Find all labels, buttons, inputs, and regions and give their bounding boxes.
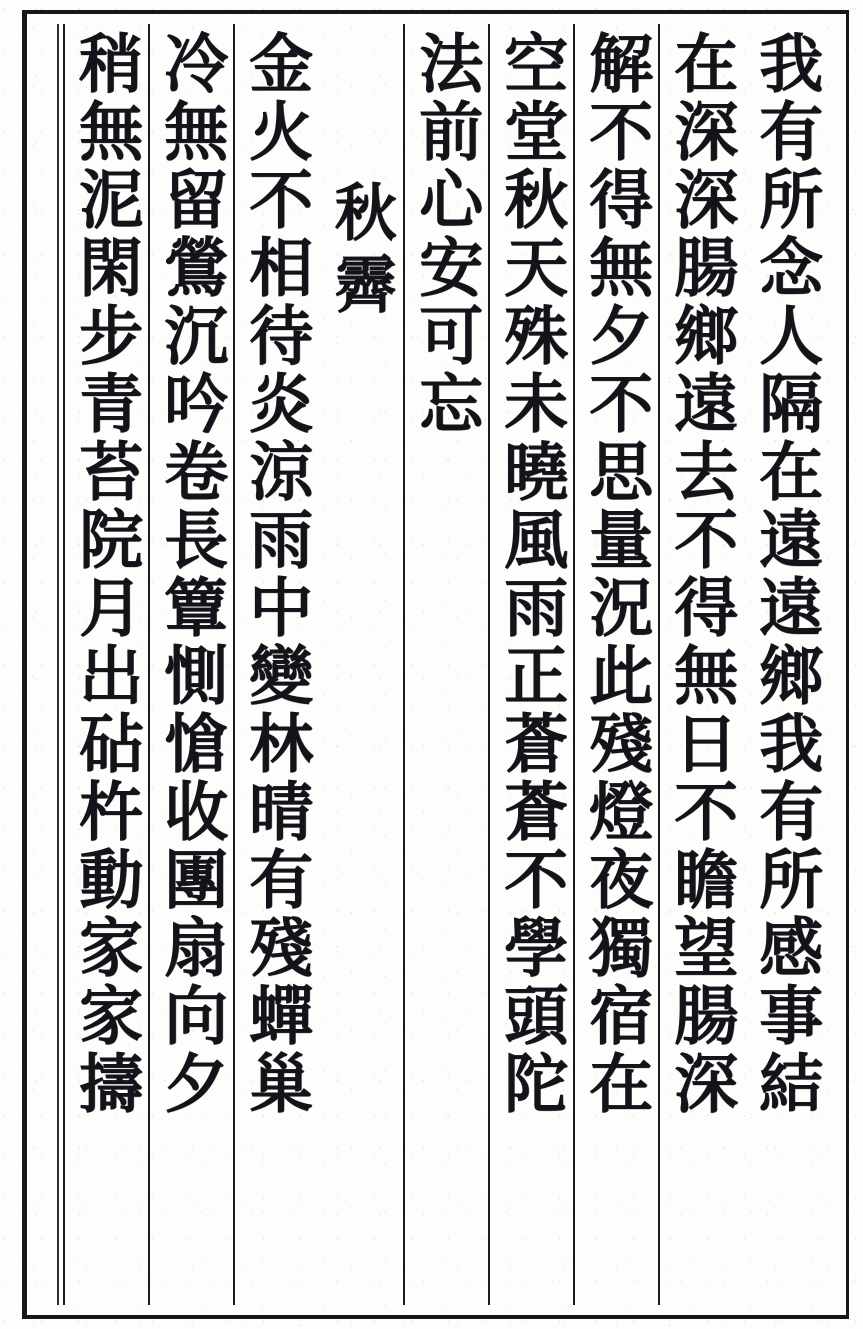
text-column-1 — [743, 30, 828, 1301]
column-text: 法前心安可忘 — [408, 30, 484, 438]
text-column-7 — [233, 30, 318, 1301]
text-column-8 — [148, 30, 233, 1301]
column-text: 稍無泥閑步青苔院月出砧杵動家家擣 — [68, 30, 144, 1118]
column-text: 冷無留鶯沉吟卷長簟惻愴收團扇向夕 — [153, 30, 229, 1118]
column-text: 我有所念人隔在遠遠鄉我有所感事結 — [748, 30, 824, 1118]
text-column-9 — [63, 30, 148, 1301]
page-border-frame — [22, 10, 849, 1319]
column-text: 在深深腸鄉遠去不得無日不瞻望腸深 — [663, 30, 739, 1118]
text-columns — [63, 30, 828, 1301]
column-text: 空堂秋天殊未曉風雨正蒼蒼不學頭陀 — [493, 30, 569, 1118]
column-text: 金火不相待炎涼雨中變林晴有殘蟬巢 — [238, 30, 314, 1118]
poem-title-column — [318, 30, 403, 1301]
column-text: 解不得無夕不思量況此殘燈夜獨宿在 — [578, 30, 654, 1118]
text-column-3 — [573, 30, 658, 1301]
poem-title: 秋霽 — [324, 180, 398, 324]
text-column-2 — [658, 30, 743, 1301]
text-column-4 — [488, 30, 573, 1301]
text-column-5 — [403, 30, 488, 1301]
